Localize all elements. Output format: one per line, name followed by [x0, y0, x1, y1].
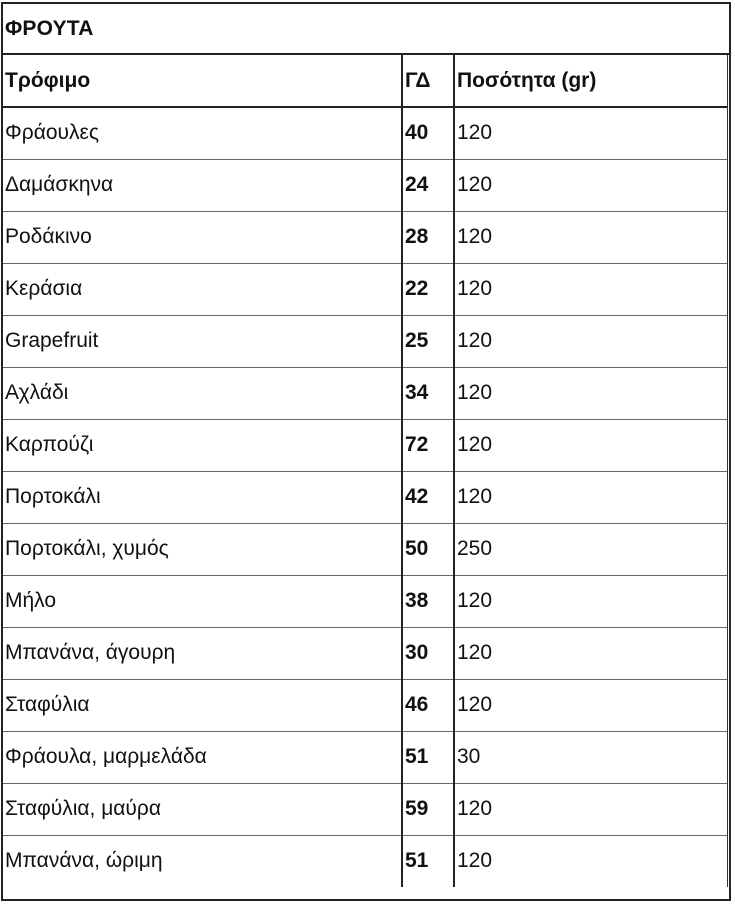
- table-row: [3, 367, 729, 419]
- header-row: [3, 55, 729, 107]
- cell-quantity: 120: [454, 159, 729, 211]
- cell-quantity: 120: [454, 471, 729, 523]
- table-title-row: [3, 4, 729, 55]
- header-gi: ΓΔ: [402, 55, 454, 107]
- header-food: Τρόφιμο: [3, 55, 402, 107]
- cell-gi: 40: [402, 107, 454, 159]
- cell-quantity: 120: [454, 107, 729, 159]
- cell-quantity: 120: [454, 679, 729, 731]
- table-title: ΦΡΟΥΤΑ: [5, 16, 94, 40]
- cell-gi: 50: [402, 523, 454, 575]
- cell-gi: 25: [402, 315, 454, 367]
- table-row: [3, 419, 729, 471]
- table-row: [3, 523, 729, 575]
- cell-quantity: 120: [454, 367, 729, 419]
- cell-food: Grapefruit: [3, 315, 402, 367]
- cell-quantity: 250: [454, 523, 729, 575]
- table-row: [3, 471, 729, 523]
- cell-food: Κεράσια: [3, 263, 402, 315]
- cell-gi: 72: [402, 419, 454, 471]
- cell-food: Πορτοκάλι, χυμός: [3, 523, 402, 575]
- table-row: [3, 159, 729, 211]
- cell-food: Δαμάσκηνα: [3, 159, 402, 211]
- cell-gi: 30: [402, 627, 454, 679]
- cell-gi: 28: [402, 211, 454, 263]
- cell-gi: 51: [402, 835, 454, 887]
- cell-food: Σταφύλια, μαύρα: [3, 783, 402, 835]
- cell-gi: 24: [402, 159, 454, 211]
- cell-gi: 59: [402, 783, 454, 835]
- cell-food: Πορτοκάλι: [3, 471, 402, 523]
- cell-gi: 38: [402, 575, 454, 627]
- cell-gi: 42: [402, 471, 454, 523]
- cell-gi: 22: [402, 263, 454, 315]
- table-row: [3, 211, 729, 263]
- cell-quantity: 120: [454, 627, 729, 679]
- cell-quantity: 30: [454, 731, 729, 783]
- table-row: [3, 679, 729, 731]
- cell-gi: 34: [402, 367, 454, 419]
- fruit-gi-table: [1, 2, 731, 901]
- cell-food: Ροδάκινο: [3, 211, 402, 263]
- table-row: [3, 835, 729, 887]
- cell-food: Μπανάνα, ώριμη: [3, 835, 402, 887]
- table-row: [3, 575, 729, 627]
- table-row: [3, 263, 729, 315]
- table-row: [3, 627, 729, 679]
- table-row: [3, 315, 729, 367]
- cell-quantity: 120: [454, 419, 729, 471]
- data-table: [3, 55, 731, 887]
- cell-gi: 51: [402, 731, 454, 783]
- table-row: [3, 783, 729, 835]
- cell-food: Μήλο: [3, 575, 402, 627]
- cell-food: Φράουλες: [3, 107, 402, 159]
- cell-quantity: 120: [454, 783, 729, 835]
- cell-quantity: 120: [454, 315, 729, 367]
- cell-food: Σταφύλια: [3, 679, 402, 731]
- table-row: [3, 107, 729, 159]
- table-body: [3, 55, 729, 887]
- cell-quantity: 120: [454, 263, 729, 315]
- table-row: [3, 731, 729, 783]
- cell-food: Μπανάνα, άγουρη: [3, 627, 402, 679]
- cell-food: Καρπούζι: [3, 419, 402, 471]
- cell-quantity: 120: [454, 835, 729, 887]
- cell-food: Φράουλα, μαρμελάδα: [3, 731, 402, 783]
- cell-quantity: 120: [454, 211, 729, 263]
- header-quantity: Ποσότητα (gr): [454, 55, 729, 107]
- cell-quantity: 120: [454, 575, 729, 627]
- cell-gi: 46: [402, 679, 454, 731]
- cell-food: Αχλάδι: [3, 367, 402, 419]
